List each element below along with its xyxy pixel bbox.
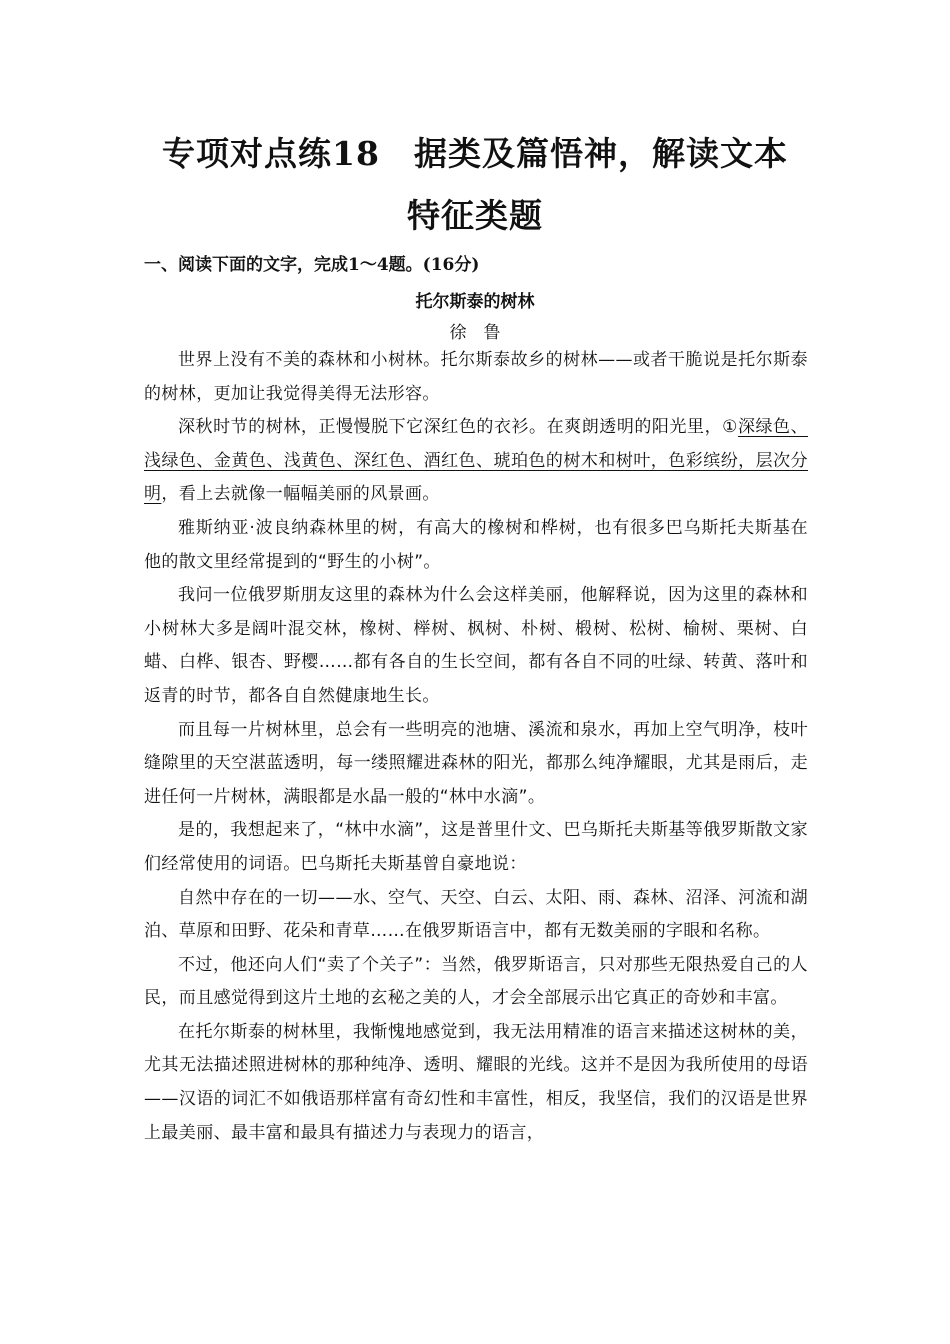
paragraph: 而且每一片树林里，总会有一些明亮的池塘、溪流和泉水，再加上空气明净，枝叶缝隙里的天空湛蓝透明，每一缕照耀进森林的阳光，都那么纯净耀眼，尤其是雨后，走进任何一片树林，满眼都是水晶一般的“林中水滴”。 xyxy=(144,719,808,807)
page-title: 专项对点练18 据类及篇悟神，解读文本 xyxy=(162,134,788,173)
paragraph: 我问一位俄罗斯朋友这里的森林为什么会这样美丽，他解释说，因为这里的森林和小树林大多是阔叶混交林，橡树、榉树、枫树、朴树、椴树、松树、榆树、栗树、白蜡、白桦、银杏、野樱……都有各自的生长空间，都有各自不同的吐绿、转黄、落叶和返青的时节，都各自自然健康地生长。 xyxy=(144,585,808,706)
paragraph: 在托尔斯泰的树林里，我惭愧地感觉到，我无法用精准的语言来描述这树林的美，尤其无法描述照进树林的那种纯净、透明、耀眼的光线。这并不是因为我所使用的母语——汉语的词汇不如俄语那样富有奇幻性和丰富性，相反，我坚信，我们的汉语是世界上最美丽、最丰富和最具有描述力与表现力的语言， xyxy=(144,1021,808,1143)
article-author: 徐 鲁 xyxy=(449,323,501,343)
page-title-continued: 特征类题 xyxy=(407,196,543,235)
quoted-paragraph: 自然中存在的一切——水、空气、天空、白云、太阳、雨、森林、沼泽、河流和湖泊、草原和田野、花朵和青草……在俄罗斯语言中，都有无数美丽的字眼和名称。 xyxy=(144,887,808,942)
article-title: 托尔斯泰的树林 xyxy=(415,292,535,312)
paragraph: 世界上没有不美的森林和小树林。托尔斯泰故乡的树林——或者干脆说是托尔斯泰的树林，更加让我觉得美得无法形容。 xyxy=(144,350,808,404)
paragraph: 雅斯纳亚·波良纳森林里的树，有高大的橡树和桦树，也有很多巴乌斯托夫斯基在他的散文里经常提到的“野生的小树”。 xyxy=(144,517,808,572)
article-body xyxy=(144,344,808,1150)
paragraph: 是的，我想起来了，“林中水滴”，这是普里什文、巴乌斯托夫斯基等俄罗斯散文家们经常使用的词语。巴乌斯托夫斯基曾自豪地说： xyxy=(144,820,808,874)
paragraph xyxy=(144,411,808,512)
paragraph: 不过，他还向人们“卖了个关子”：当然，俄罗斯语言，只对那些无限热爱自己的人民，而且感觉得到这片土地的玄秘之美的人，才会全部展示出它真正的奇妙和丰富。 xyxy=(144,954,808,1009)
paragraph-text: ，看上去就像一幅幅美丽的风景画。 xyxy=(161,484,440,505)
underlined-sentence: 深绿色、浅绿色、金黄色、浅黄色、深红色、酒红色、琥珀色的树木和树叶，色彩缤纷，层次分明 xyxy=(144,417,808,505)
paragraph-text: 深秋时节的树林，正慢慢脱下它深红色的衣衫。在爽朗透明的阳光里，① xyxy=(178,417,738,438)
section-heading: 一、阅读下面的文字，完成1～4题。(16分) xyxy=(144,255,480,275)
